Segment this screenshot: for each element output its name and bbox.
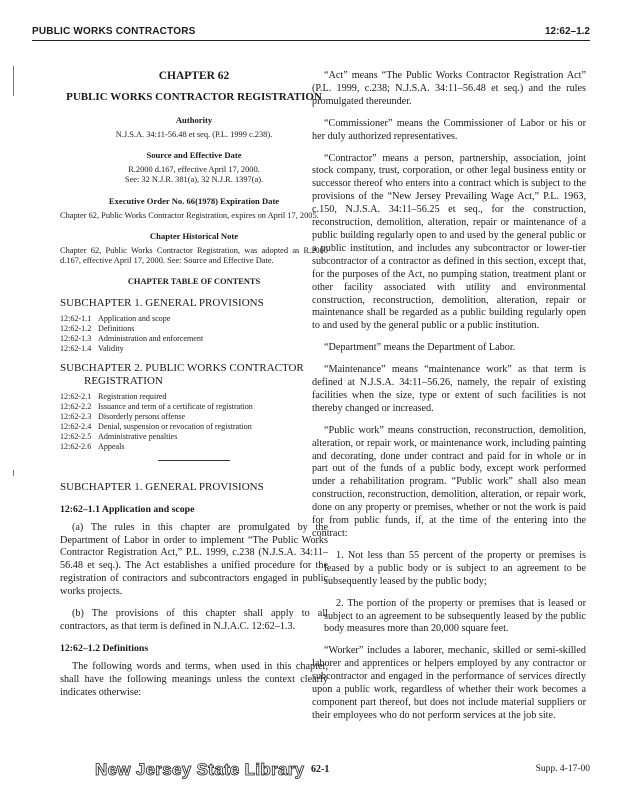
definition-contractor: “Contractor” means a person, partnership, association, joint stock company, trust, corporation, or other legal business entity or successor thereof who enters into a contract which is subject to the provisions of the “New Jersey Prevailing Wage Act,” P.L. 1963, c.150, N.J.S.A. 34:11–56.25 et seq., for the construction, reconstruction, demolition, alteration, repair or maintenance of a public building regularly open to and used by the general public or a public institution, and includes any subcontractor or lower-tier subcontractor of a contractor as defined in this section, except that, for the purposes of the Act, no pumping station, treatment plant or other facility associated with utility and environmental construction, reconstruction, demolition, alteration, repair or maintenance shall be regarded as a public building regularly open to and used by the general public or a public institution. — [312, 152, 586, 332]
divider-rule — [158, 460, 230, 461]
right-column — [312, 70, 586, 732]
toc-item: 12:62-1.2 Definitions — [60, 323, 135, 333]
page-footer — [95, 760, 590, 784]
toc-list-1 — [60, 314, 328, 354]
toc-item: 12:62-1.1 Application and scope — [60, 313, 171, 323]
toc-item: 12:62-2.5 Administrative penalties — [60, 431, 178, 441]
toc-item: 12:62-1.4 Validity — [60, 343, 124, 353]
source-heading: Source and Effective Date — [146, 150, 242, 161]
section-1-2-heading: 12:62–1.2 Definitions — [60, 642, 149, 654]
margin-mark — [13, 470, 14, 476]
toc-item: 12:62-2.3 Disorderly persons offense — [60, 411, 186, 421]
public-work-item-2: 2. The portion of the property or premises that is leased or subject to an agreement to be subsequently leased by the public body measures more than 20,000 square feet. — [324, 597, 586, 635]
toc-item: 12:62-2.6 Appeals — [60, 441, 125, 451]
supplement-date: Supp. 4-17-00 — [535, 764, 590, 774]
definition-worker: “Worker” includes a laborer, mechanic, skilled or semi-skilled laborer and apprentices or helpers employed by any contractor or subcontractor and engaged in the performance of services directly upon a public work, regardless of whether their work becomes a component part thereof, but does not include material suppliers or their employees who do not perform services at the job site. — [312, 645, 586, 721]
library-watermark: New Jersey State Library — [95, 760, 305, 779]
authority-heading: Authority — [175, 114, 213, 125]
toc-item: 12:62-1.3 Administration and enforcement — [60, 333, 204, 343]
section-1-1-para-b: (b) The provisions of this chapter shall apply to all contractors, as that term is defined in N.J.A.C. 12:62–1.3. — [60, 608, 328, 632]
section-1-1-heading: 12:62–1.1 Application and scope — [60, 503, 195, 515]
source-line: R.2000 d.167, effective April 17, 2000. — [128, 165, 260, 175]
toc-item: 12:62-2.4 Denial, suspension or revocation of registration — [60, 421, 252, 431]
definition-department: “Department” means the Department of Labor. — [324, 342, 516, 354]
section-1-1-para-a: (a) The rules in this chapter are promulgated by the Department of Labor in order to implement “The Public Works Contractor Registration Act,” P.L. 1999, c.238 (N.J.S.A. 34:11–56.48 et seq.). The Act establishes a unified procedure for the registration of contractors and subcontractors engaged in public works projects. — [60, 521, 328, 598]
toc-item: 12:62-2.1 Registration required — [60, 391, 167, 401]
executive-order-text: Chapter 62, Public Works Contractor Registration, expires on April 17, 2005. — [60, 210, 319, 220]
historical-note-heading: Chapter Historical Note — [149, 231, 239, 242]
source-text — [60, 165, 328, 186]
toc-list-2 — [60, 392, 328, 452]
margin-mark — [13, 66, 14, 96]
left-column — [60, 70, 328, 708]
executive-order-heading: Executive Order No. 66(1978) Expiration Date — [108, 195, 280, 206]
chapter-number: CHAPTER 62 — [158, 70, 230, 82]
chapter-title: PUBLIC WORKS CONTRACTOR REGISTRATION — [66, 90, 322, 103]
page-number: 62-1 — [311, 764, 330, 775]
public-work-item-1: 1. Not less than 55 percent of the property or premises is leased by a public body or is subject to an agreement to be subsequently leased by the public body; — [324, 549, 586, 587]
toc-heading: CHAPTER TABLE OF CONTENTS — [127, 276, 261, 286]
toc-subchapter-1: SUBCHAPTER 1. GENERAL PROVISIONS — [60, 296, 264, 309]
toc-item: 12:62-2.2 Issuance and term of a certificate of registration — [60, 401, 253, 411]
source-line: See: 32 N.J.R. 381(a), 32 N.J.R. 1397(a). — [124, 175, 264, 185]
definition-public-work: “Public work” means construction, reconstruction, demolition, alteration, or repair work, or maintenance work, including painting and decorating, done under contract and paid for in whole or in part out of the funds of a public body, except work performed under a rehabilitation program. “Public work” shall also mean construction, reconstruction, demolition, alteration, or repair work, done on any property or premises, whether or not the work is paid for from public funds, if, at the time of the entering into the contract: — [312, 424, 586, 539]
running-header — [32, 24, 590, 41]
historical-note-text: Chapter 62, Public Works Contractor Registration, was adopted as R.2000 d.167, effective April 17, 2000. See: Source and Effective Date. — [60, 246, 328, 266]
definition-commissioner: “Commissioner” means the Commissioner of Labor or his or her duly authorized representatives. — [312, 117, 586, 142]
header-section-number: 12:62–1.2 — [544, 26, 590, 37]
authority-text: N.J.S.A. 34:11-56.48 et seq. (P.L. 1999 c.238). — [115, 129, 273, 139]
header-title: PUBLIC WORKS CONTRACTORS — [32, 26, 196, 37]
toc-subchapter-2: SUBCHAPTER 2. PUBLIC WORKS CONTRACTOR REGISTRATION — [60, 361, 304, 387]
definition-maintenance: “Maintenance” means “maintenance work” as that term is defined at N.J.S.A. 34:11–56.26, namely, the repair of existing facilities when the size, type or extent of such facilities is not thereby changed or increased. — [312, 364, 586, 414]
definition-act: “Act” means “The Public Works Contractor Registration Act” (P.L. 1999, c.238; N.J.S.A. 34:11–56.48 et seq.) and the rules promulgated thereunder. — [312, 70, 586, 107]
subchapter-1-heading: SUBCHAPTER 1. GENERAL PROVISIONS — [60, 480, 264, 493]
section-1-2-intro: The following words and terms, when used in this chapter, shall have the following meanings unless the context clearly indicates otherwise: — [60, 660, 328, 698]
